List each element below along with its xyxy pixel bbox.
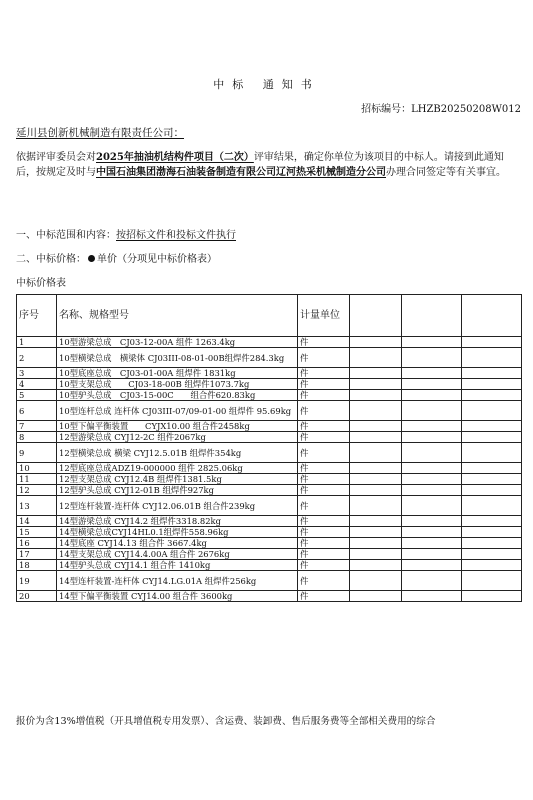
- addressee: 延川县创新机械制造有限责任公司：: [16, 127, 184, 139]
- footer-note: 报价为含13%增值税（开具增值税专用发票）、含运费、装卸费、售后服务费等全部相关费用的综合: [16, 716, 436, 727]
- redaction-mosaic: [402, 527, 461, 537]
- redaction-mosaic: [350, 421, 401, 431]
- cell-unit: 件: [298, 560, 350, 571]
- redacted-cell: [462, 368, 522, 379]
- section-scope-label: 一、中标范围和内容：: [16, 230, 116, 241]
- redaction-mosaic: [402, 591, 461, 601]
- redaction-mosaic: [462, 485, 521, 495]
- cell-no: 17: [17, 549, 57, 560]
- cell-unit: 件: [298, 348, 350, 368]
- table-row: [17, 421, 522, 432]
- redaction-mosaic: [462, 448, 521, 458]
- redacted-cell: [462, 421, 522, 432]
- cell-name: 12型驴头总成 CYJ12-01B 组焊件927kg: [57, 485, 298, 496]
- redacted-cell: [350, 527, 402, 538]
- redacted-cell: [462, 474, 522, 485]
- cell-no: 16: [17, 538, 57, 549]
- redaction-mosaic: [350, 549, 401, 559]
- redacted-cell: [350, 421, 402, 432]
- redaction-mosaic: [402, 448, 461, 458]
- redaction-mosaic: [402, 379, 461, 389]
- redaction-mosaic: [402, 421, 461, 431]
- cell-unit: 件: [298, 401, 350, 421]
- redacted-cell: [350, 401, 402, 421]
- table-row: [17, 571, 522, 591]
- redacted-cell: [350, 463, 402, 474]
- cell-unit: 件: [298, 527, 350, 538]
- table-row: [17, 368, 522, 379]
- redaction-mosaic: [462, 516, 521, 526]
- redaction-mosaic: [350, 368, 401, 378]
- cell-no: 15: [17, 527, 57, 538]
- cell-name: 14型下偏平衡装置 CYJ14.00 组合件 3600kg: [57, 591, 298, 602]
- redacted-cell: [350, 432, 402, 443]
- cell-no: 1: [17, 337, 57, 348]
- table-row: [17, 348, 522, 368]
- cell-no: 8: [17, 432, 57, 443]
- redaction-mosaic: [462, 406, 521, 416]
- header-unit: 计量单位: [298, 295, 350, 337]
- redacted-cell: [402, 496, 462, 516]
- cell-unit: 件: [298, 337, 350, 348]
- cell-name: 10型支架总成 CJ03-18-00B 组焊件1073.7kg: [57, 379, 298, 390]
- cell-no: 9: [17, 443, 57, 463]
- redacted-cell: [402, 443, 462, 463]
- table-row: [17, 516, 522, 527]
- cell-unit: 件: [298, 549, 350, 560]
- para-text-b: 评审结果，确定你单位为该项目的中标人。请接到此通知后，按规定及时与: [16, 152, 504, 178]
- redacted-cell: [350, 516, 402, 527]
- redacted-cell: [402, 432, 462, 443]
- cell-unit: 件: [298, 571, 350, 591]
- redaction-mosaic: [350, 501, 401, 511]
- cell-unit: 件: [298, 390, 350, 401]
- cell-unit: 件: [298, 538, 350, 549]
- redaction-mosaic: [462, 337, 521, 347]
- redacted-cell: [402, 421, 462, 432]
- cell-unit: 件: [298, 516, 350, 527]
- cell-name: 14型连杆装置-连杆体 CYJ14.LG.01A 组焊件256kg: [57, 571, 298, 591]
- redaction-mosaic: [462, 379, 521, 389]
- redaction-mosaic: [462, 474, 521, 484]
- cell-name: 12型连杆装置-连杆体 CYJ12.06.01B 组合件239kg: [57, 496, 298, 516]
- section-scope: [16, 226, 236, 241]
- redaction-mosaic: [350, 527, 401, 537]
- tender-number: 招标编号：LHZB20250208W012: [361, 104, 521, 115]
- redacted-cell: [462, 401, 522, 421]
- redaction-mosaic: [350, 576, 401, 586]
- redacted-cell: [350, 443, 402, 463]
- section-price-value: 单价（分项见中标价格表）: [97, 254, 217, 265]
- redacted-header-cell: [462, 295, 522, 337]
- redacted-cell: [462, 516, 522, 527]
- redacted-cell: [402, 368, 462, 379]
- redaction-mosaic: [402, 474, 461, 484]
- redacted-cell: [462, 538, 522, 549]
- redaction-mosaic: [402, 406, 461, 416]
- redaction-mosaic: [350, 379, 401, 389]
- redaction-mosaic: [462, 591, 521, 601]
- redaction-mosaic: [402, 337, 461, 347]
- cell-no: 18: [17, 560, 57, 571]
- redacted-cell: [462, 443, 522, 463]
- table-row: [17, 549, 522, 560]
- cell-name: 10型下偏平衡装置 CYJX10.00 组合件2458kg: [57, 421, 298, 432]
- redacted-cell: [402, 401, 462, 421]
- table-row: [17, 390, 522, 401]
- cell-name: 10型底座总成 CJ03-01-00A 组焊件 1831kg: [57, 368, 298, 379]
- redaction-mosaic: [402, 549, 461, 559]
- table-row: [17, 527, 522, 538]
- redaction-mosaic: [402, 485, 461, 495]
- table-row: [17, 496, 522, 516]
- cell-unit: 件: [298, 432, 350, 443]
- redacted-cell: [402, 549, 462, 560]
- redaction-mosaic: [350, 311, 401, 321]
- redacted-cell: [350, 571, 402, 591]
- para-text-c: 办理合同签定等有关事宜。: [386, 167, 506, 178]
- redaction-mosaic: [402, 353, 461, 363]
- redacted-cell: [402, 463, 462, 474]
- redacted-cell: [350, 549, 402, 560]
- redaction-mosaic: [350, 390, 401, 400]
- redaction-mosaic: [402, 501, 461, 511]
- table-row: [17, 474, 522, 485]
- table-row: [17, 432, 522, 443]
- redaction-mosaic: [350, 448, 401, 458]
- redacted-cell: [350, 368, 402, 379]
- redacted-cell: [402, 591, 462, 602]
- redacted-cell: [402, 337, 462, 348]
- redaction-mosaic: [350, 406, 401, 416]
- cell-no: 4: [17, 379, 57, 390]
- redacted-cell: [402, 527, 462, 538]
- section-scope-value: 按招标文件和投标文件执行: [116, 230, 236, 241]
- cell-name: 12型游梁总成 CYJ12-2C 组件2067kg: [57, 432, 298, 443]
- redaction-mosaic: [350, 463, 401, 473]
- cell-name: 14型支架总成 CYJ14.4.00A 组合件 2676kg: [57, 549, 298, 560]
- redacted-cell: [402, 485, 462, 496]
- redacted-cell: [350, 496, 402, 516]
- cell-unit: 件: [298, 591, 350, 602]
- header-name: 名称、规格型号: [57, 295, 298, 337]
- cell-unit: 件: [298, 485, 350, 496]
- redaction-mosaic: [402, 390, 461, 400]
- table-header-row: [17, 295, 522, 337]
- redaction-mosaic: [462, 311, 521, 321]
- cell-name: 14型游梁总成 CYJ14.2 组焊件3318.82kg: [57, 516, 298, 527]
- redacted-cell: [462, 348, 522, 368]
- redaction-mosaic: [402, 560, 461, 570]
- para-text-a: 依据评审委员会对: [16, 152, 96, 163]
- redacted-cell: [462, 390, 522, 401]
- redacted-cell: [402, 571, 462, 591]
- redacted-cell: [402, 348, 462, 368]
- cell-unit: 件: [298, 421, 350, 432]
- project-name: 2025年抽油机结构件项目（二次）: [96, 152, 254, 163]
- cell-unit: 件: [298, 368, 350, 379]
- redacted-cell: [402, 560, 462, 571]
- redacted-cell: [402, 379, 462, 390]
- price-table: [16, 294, 522, 602]
- redacted-cell: [350, 348, 402, 368]
- redacted-cell: [402, 474, 462, 485]
- redacted-cell: [462, 591, 522, 602]
- table-row: [17, 401, 522, 421]
- cell-name: 14型横梁总成CYJ14HL0.1组焊件558.96kg: [57, 527, 298, 538]
- redaction-mosaic: [402, 576, 461, 586]
- redaction-mosaic: [462, 368, 521, 378]
- redaction-mosaic: [462, 527, 521, 537]
- redacted-cell: [462, 379, 522, 390]
- cell-no: 12: [17, 485, 57, 496]
- redaction-mosaic: [402, 463, 461, 473]
- header-no: 序号: [17, 295, 57, 337]
- redacted-cell: [462, 432, 522, 443]
- cell-no: 11: [17, 474, 57, 485]
- cell-name: 14型底座 CYJ14.13 组合件 3667.4kg: [57, 538, 298, 549]
- redaction-mosaic: [462, 501, 521, 511]
- cell-no: 13: [17, 496, 57, 516]
- redacted-cell: [350, 337, 402, 348]
- redacted-header-cell: [350, 295, 402, 337]
- cell-no: 2: [17, 348, 57, 368]
- table-row: [17, 538, 522, 549]
- redacted-cell: [402, 390, 462, 401]
- table-row: [17, 591, 522, 602]
- redaction-mosaic: [402, 516, 461, 526]
- redaction-mosaic: [350, 485, 401, 495]
- redacted-cell: [462, 527, 522, 538]
- cell-name: 10型横梁总成 横梁体 CJ03III-08-01-00B组焊件284.3kg: [57, 348, 298, 368]
- redacted-cell: [462, 549, 522, 560]
- redaction-mosaic: [402, 432, 461, 442]
- redacted-cell: [402, 538, 462, 549]
- section-price-label: 二、中标价格：: [16, 254, 86, 265]
- redacted-cell: [350, 591, 402, 602]
- redaction-mosaic: [462, 421, 521, 431]
- redacted-cell: [462, 571, 522, 591]
- document-title: 中标 通知书: [213, 78, 320, 91]
- cell-unit: 件: [298, 474, 350, 485]
- redaction-mosaic: [402, 368, 461, 378]
- cell-name: 10型连杆总成 连杆体 CJ03III-07/09-01-00 组焊件 95.69kg: [57, 401, 298, 421]
- cell-name: 12型横梁总成 横梁 CYJ12.5.01B 组焊件354kg: [57, 443, 298, 463]
- redaction-mosaic: [462, 560, 521, 570]
- redacted-cell: [350, 560, 402, 571]
- redacted-cell: [462, 337, 522, 348]
- redacted-cell: [462, 560, 522, 571]
- redaction-mosaic: [350, 353, 401, 363]
- redaction-mosaic: [462, 576, 521, 586]
- table-row: [17, 560, 522, 571]
- cell-unit: 件: [298, 463, 350, 474]
- redacted-cell: [402, 516, 462, 527]
- redaction-mosaic: [350, 560, 401, 570]
- redaction-mosaic: [350, 516, 401, 526]
- notice-paragraph: [16, 150, 521, 180]
- table-row: [17, 463, 522, 474]
- redaction-mosaic: [350, 474, 401, 484]
- section-price: [16, 250, 217, 265]
- table-row: [17, 485, 522, 496]
- cell-unit: 件: [298, 443, 350, 463]
- table-caption: 中标价格表: [16, 278, 66, 289]
- redaction-mosaic: [462, 390, 521, 400]
- redaction-mosaic: [350, 538, 401, 548]
- redacted-cell: [350, 485, 402, 496]
- redacted-cell: [350, 474, 402, 485]
- table-row: [17, 337, 522, 348]
- redaction-mosaic: [350, 337, 401, 347]
- redacted-cell: [350, 538, 402, 549]
- redaction-mosaic: [402, 311, 461, 321]
- redacted-cell: [350, 390, 402, 401]
- cell-no: 14: [17, 516, 57, 527]
- redacted-cell: [350, 379, 402, 390]
- cell-no: 6: [17, 401, 57, 421]
- cell-unit: 件: [298, 379, 350, 390]
- redaction-mosaic: [462, 538, 521, 548]
- redaction-mosaic: [350, 432, 401, 442]
- cell-no: 20: [17, 591, 57, 602]
- redacted-header-cell: [402, 295, 462, 337]
- redaction-mosaic: [402, 538, 461, 548]
- redacted-cell: [462, 485, 522, 496]
- cell-no: 19: [17, 571, 57, 591]
- redaction-mosaic: [462, 463, 521, 473]
- redaction-mosaic: [462, 353, 521, 363]
- cell-unit: 件: [298, 496, 350, 516]
- bullet-dot-icon: [88, 255, 95, 262]
- cell-no: 7: [17, 421, 57, 432]
- redaction-mosaic: [462, 432, 521, 442]
- cell-no: 10: [17, 463, 57, 474]
- cell-name: 10型驴头总成 CJ03-15-00C 组合件620.83kg: [57, 390, 298, 401]
- cell-name: 10型游梁总成 CJ03-12-00A 组件 1263.4kg: [57, 337, 298, 348]
- table-row: [17, 443, 522, 463]
- cell-no: 5: [17, 390, 57, 401]
- table-row: [17, 379, 522, 390]
- cell-name: 12型支架总成 CYJ12.4B 组焊件1381.5kg: [57, 474, 298, 485]
- cell-name: 14型驴头总成 CYJ14.1 组合件 1410kg: [57, 560, 298, 571]
- redaction-mosaic: [462, 549, 521, 559]
- contract-company: 中国石油集团渤海石油装备制造有限公司辽河热采机械制造分公司: [96, 167, 386, 178]
- redaction-mosaic: [350, 591, 401, 601]
- cell-no: 3: [17, 368, 57, 379]
- cell-name: 12型底座总成ADZ19-000000 组件 2825.06kg: [57, 463, 298, 474]
- redacted-cell: [462, 463, 522, 474]
- redacted-cell: [462, 496, 522, 516]
